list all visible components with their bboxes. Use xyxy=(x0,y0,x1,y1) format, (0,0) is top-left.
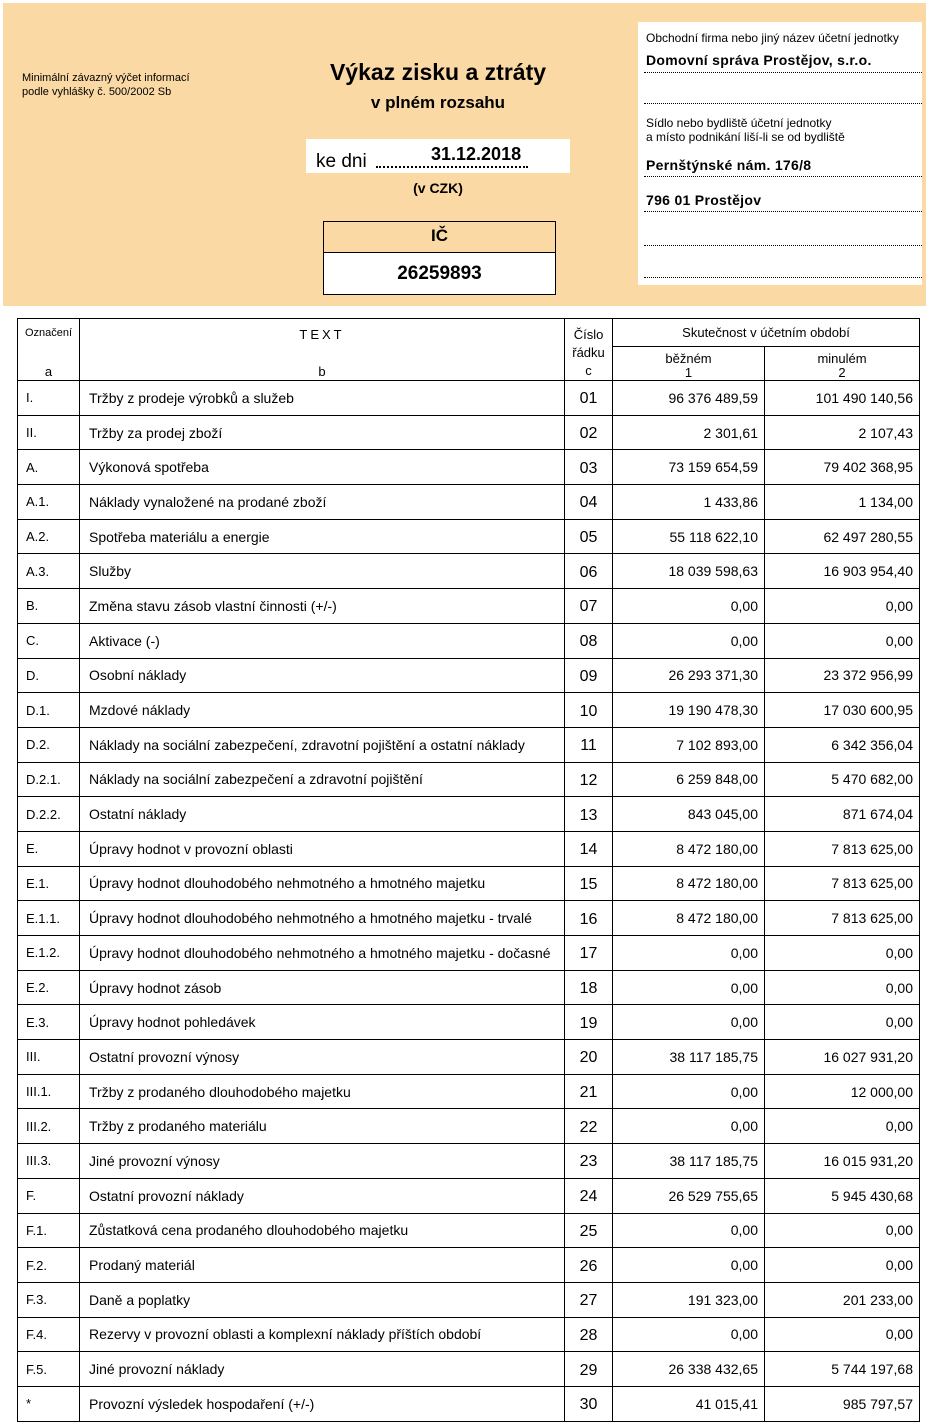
row-current-value: 0,00 xyxy=(613,1109,765,1144)
row-line-number: 30 xyxy=(565,1386,613,1421)
table-row xyxy=(18,693,920,728)
row-line-number: 07 xyxy=(565,589,613,624)
company-name: Domovní správa Prostějov, s.r.o. xyxy=(646,52,872,68)
row-line-number: 24 xyxy=(565,1178,613,1213)
row-current-value: 2 301,61 xyxy=(613,415,765,450)
row-line-number: 19 xyxy=(565,1005,613,1040)
row-current-value: 6 259 848,00 xyxy=(613,762,765,797)
row-previous-value: 5 945 430,68 xyxy=(765,1178,920,1213)
date-value: 31.12.2018 xyxy=(431,144,522,164)
row-current-value: 843 045,00 xyxy=(613,797,765,832)
row-line-number: 01 xyxy=(565,381,613,416)
row-line-number: 23 xyxy=(565,1144,613,1179)
row-line-number: 15 xyxy=(565,866,613,901)
row-current-value: 26 293 371,30 xyxy=(613,658,765,693)
row-text: Tržby z prodaného dlouhodobého majetku xyxy=(80,1074,565,1109)
row-current-value: 0,00 xyxy=(613,1248,765,1283)
row-current-value: 55 118 622,10 xyxy=(613,519,765,554)
table-row xyxy=(18,1317,920,1352)
row-code: D.2.2. xyxy=(18,797,80,832)
dotted-line xyxy=(644,103,922,104)
row-line-number: 03 xyxy=(565,450,613,485)
row-text: Náklady na sociální zabezpečení a zdravotní pojištění xyxy=(80,762,565,797)
header-designation xyxy=(18,319,80,381)
table-row xyxy=(18,1040,920,1075)
table-row xyxy=(18,1213,920,1248)
ic-value: 26259893 xyxy=(324,253,555,294)
row-line-number: 29 xyxy=(565,1352,613,1387)
row-previous-value: 0,00 xyxy=(765,1248,920,1283)
row-text: Tržby za prodej zboží xyxy=(80,415,565,450)
company-box xyxy=(638,22,922,285)
row-text: Aktivace (-) xyxy=(80,623,565,658)
row-line-number: 13 xyxy=(565,797,613,832)
row-current-value: 1 433,86 xyxy=(613,485,765,520)
row-line-number: 16 xyxy=(565,901,613,936)
row-current-value: 38 117 185,75 xyxy=(613,1040,765,1075)
dotted-line xyxy=(644,245,922,246)
dotted-line xyxy=(644,72,922,73)
row-current-value: 0,00 xyxy=(613,1005,765,1040)
header-text-letter: b xyxy=(318,364,326,379)
row-current-value: 19 190 478,30 xyxy=(613,693,765,728)
address-caption-line2: a místo podnikání liší-li se od bydliště xyxy=(646,130,845,144)
row-code: III.2. xyxy=(18,1109,80,1144)
row-line-number: 09 xyxy=(565,658,613,693)
row-text: Ostatní provozní výnosy xyxy=(80,1040,565,1075)
table-row xyxy=(18,623,920,658)
row-text: Úpravy hodnot pohledávek xyxy=(80,1005,565,1040)
row-line-number: 22 xyxy=(565,1109,613,1144)
row-code: B. xyxy=(18,589,80,624)
table-row xyxy=(18,1109,920,1144)
header-designation-letter: a xyxy=(44,364,53,379)
row-previous-value: 16 027 931,20 xyxy=(765,1040,920,1075)
row-line-number: 11 xyxy=(565,727,613,762)
header-row-number-line1: Číslo xyxy=(573,327,604,342)
header-current-label: běžném xyxy=(665,351,712,366)
row-previous-value: 79 402 368,95 xyxy=(765,450,920,485)
row-code: E.1.2. xyxy=(18,936,80,971)
date-box xyxy=(306,139,570,173)
date-label: ke dni xyxy=(316,151,367,172)
row-previous-value: 12 000,00 xyxy=(765,1074,920,1109)
row-line-number: 21 xyxy=(565,1074,613,1109)
row-code: III.3. xyxy=(18,1144,80,1179)
dotted-line xyxy=(644,277,922,278)
row-previous-value: 2 107,43 xyxy=(765,415,920,450)
table-row xyxy=(18,1248,920,1283)
row-current-value: 0,00 xyxy=(613,1074,765,1109)
row-line-number: 10 xyxy=(565,693,613,728)
row-previous-value: 1 134,00 xyxy=(765,485,920,520)
table-row xyxy=(18,415,920,450)
row-previous-value: 5 470 682,00 xyxy=(765,762,920,797)
row-code: II. xyxy=(18,415,80,450)
table-row xyxy=(18,936,920,971)
row-text: Mzdové náklady xyxy=(80,693,565,728)
row-code: III. xyxy=(18,1040,80,1075)
legal-note-line2: podle vyhlášky č. 500/2002 Sb xyxy=(22,86,172,98)
header-previous-label: minulém xyxy=(817,351,867,366)
row-text: Úpravy hodnot dlouhodobého nehmotného a hmotného majetku xyxy=(80,866,565,901)
table-row xyxy=(18,901,920,936)
row-previous-value: 0,00 xyxy=(765,1005,920,1040)
row-previous-value: 985 797,57 xyxy=(765,1386,920,1421)
row-current-value: 0,00 xyxy=(613,589,765,624)
row-line-number: 02 xyxy=(565,415,613,450)
company-street: Pernštýnské nám. 176/8 xyxy=(646,157,812,173)
row-line-number: 28 xyxy=(565,1317,613,1352)
row-text: Služby xyxy=(80,554,565,589)
row-text: Náklady na sociální zabezpečení, zdravotní pojištění a ostatní náklady xyxy=(80,727,565,762)
row-text: Jiné provozní výnosy xyxy=(80,1144,565,1179)
row-text: Spotřeba materiálu a energie xyxy=(80,519,565,554)
table-row xyxy=(18,1144,920,1179)
currency-label: (v CZK) xyxy=(413,180,463,196)
row-current-value: 41 015,41 xyxy=(613,1386,765,1421)
row-current-value: 18 039 598,63 xyxy=(613,554,765,589)
dotted-line xyxy=(644,176,922,177)
row-text: Tržby z prodaného materiálu xyxy=(80,1109,565,1144)
row-line-number: 08 xyxy=(565,623,613,658)
table-row xyxy=(18,762,920,797)
header-text-label: TEXT xyxy=(299,327,345,342)
company-name-caption: Obchodní firma nebo jiný název účetní jednotky xyxy=(646,31,899,45)
row-current-value: 8 472 180,00 xyxy=(613,866,765,901)
row-line-number: 20 xyxy=(565,1040,613,1075)
header-current-period xyxy=(613,347,765,381)
row-current-value: 96 376 489,59 xyxy=(613,381,765,416)
row-code: F.5. xyxy=(18,1352,80,1387)
row-code: F.3. xyxy=(18,1282,80,1317)
table-row xyxy=(18,485,920,520)
row-text: Provozní výsledek hospodaření (+/-) xyxy=(80,1386,565,1421)
row-current-value: 26 338 432,65 xyxy=(613,1352,765,1387)
row-code: C. xyxy=(18,623,80,658)
row-previous-value: 0,00 xyxy=(765,1109,920,1144)
row-previous-value: 871 674,04 xyxy=(765,797,920,832)
header-row-number-letter: c xyxy=(585,363,592,378)
row-line-number: 14 xyxy=(565,831,613,866)
ic-label: IČ xyxy=(324,222,555,253)
row-code: A.1. xyxy=(18,485,80,520)
header-text xyxy=(80,319,565,381)
row-previous-value: 0,00 xyxy=(765,623,920,658)
row-current-value: 0,00 xyxy=(613,1213,765,1248)
table-row xyxy=(18,1074,920,1109)
table-row xyxy=(18,589,920,624)
table-row xyxy=(18,554,920,589)
table-row xyxy=(18,727,920,762)
header-actual-period: Skutečnost v účetním období xyxy=(613,319,920,347)
header-previous-period xyxy=(765,347,920,381)
row-previous-value: 62 497 280,55 xyxy=(765,519,920,554)
table-row xyxy=(18,1282,920,1317)
row-line-number: 06 xyxy=(565,554,613,589)
row-line-number: 05 xyxy=(565,519,613,554)
header-row-number xyxy=(565,319,613,381)
row-line-number: 04 xyxy=(565,485,613,520)
header-current-number: 1 xyxy=(684,365,693,380)
header-previous-number: 2 xyxy=(838,365,846,380)
row-line-number: 25 xyxy=(565,1213,613,1248)
row-previous-value: 17 030 600,95 xyxy=(765,693,920,728)
report-title: Výkaz zisku a ztráty xyxy=(329,59,547,85)
row-previous-value: 16 015 931,20 xyxy=(765,1144,920,1179)
table-row xyxy=(18,831,920,866)
row-current-value: 8 472 180,00 xyxy=(613,901,765,936)
date-dotted-line xyxy=(376,166,528,168)
header-designation-label: Označení xyxy=(25,327,73,339)
row-text: Prodaný materiál xyxy=(80,1248,565,1283)
row-code: F. xyxy=(18,1178,80,1213)
row-code: D.2. xyxy=(18,727,80,762)
row-line-number: 27 xyxy=(565,1282,613,1317)
row-code: E.1. xyxy=(18,866,80,901)
row-code: D. xyxy=(18,658,80,693)
row-line-number: 26 xyxy=(565,1248,613,1283)
row-current-value: 0,00 xyxy=(613,970,765,1005)
table-row xyxy=(18,797,920,832)
row-previous-value: 0,00 xyxy=(765,1213,920,1248)
row-text: Změna stavu zásob vlastní činnosti (+/-) xyxy=(80,589,565,624)
row-text: Ostatní náklady xyxy=(80,797,565,832)
table-row xyxy=(18,381,920,416)
legal-note-line1: Minimální závazný výčet informací xyxy=(22,72,190,84)
row-previous-value: 0,00 xyxy=(765,936,920,971)
row-code: * xyxy=(18,1386,80,1421)
row-previous-value: 7 813 625,00 xyxy=(765,866,920,901)
report-header xyxy=(3,3,926,306)
row-code: E.1.1. xyxy=(18,901,80,936)
row-code: F.4. xyxy=(18,1317,80,1352)
table-row xyxy=(18,519,920,554)
row-text: Jiné provozní náklady xyxy=(80,1352,565,1387)
row-code: F.2. xyxy=(18,1248,80,1283)
row-previous-value: 101 490 140,56 xyxy=(765,381,920,416)
row-text: Rezervy v provozní oblasti a komplexní náklady příštích období xyxy=(80,1317,565,1352)
row-previous-value: 201 233,00 xyxy=(765,1282,920,1317)
row-code: E. xyxy=(18,831,80,866)
row-text: Úpravy hodnot dlouhodobého nehmotného a hmotného majetku - dočasné xyxy=(80,936,565,971)
legal-note xyxy=(22,71,190,99)
income-statement-table xyxy=(17,318,920,1422)
row-text: Úpravy hodnot v provozní oblasti xyxy=(80,831,565,866)
row-previous-value: 6 342 356,04 xyxy=(765,727,920,762)
table-body xyxy=(18,381,920,1422)
ic-box xyxy=(323,221,556,295)
row-current-value: 7 102 893,00 xyxy=(613,727,765,762)
table-row xyxy=(18,450,920,485)
row-code: D.2.1. xyxy=(18,762,80,797)
dotted-line xyxy=(644,211,922,212)
company-city: 796 01 Prostějov xyxy=(646,192,762,208)
row-code: A.3. xyxy=(18,554,80,589)
row-current-value: 73 159 654,59 xyxy=(613,450,765,485)
row-previous-value: 5 744 197,68 xyxy=(765,1352,920,1387)
row-previous-value: 7 813 625,00 xyxy=(765,901,920,936)
row-previous-value: 0,00 xyxy=(765,589,920,624)
row-previous-value: 23 372 956,99 xyxy=(765,658,920,693)
row-previous-value: 0,00 xyxy=(765,1317,920,1352)
row-code: A.2. xyxy=(18,519,80,554)
row-text: Zůstatková cena prodaného dlouhodobého majetku xyxy=(80,1213,565,1248)
row-line-number: 12 xyxy=(565,762,613,797)
row-code: A. xyxy=(18,450,80,485)
row-text: Náklady vynaložené na prodané zboží xyxy=(80,485,565,520)
table-row xyxy=(18,1352,920,1387)
row-text: Osobní náklady xyxy=(80,658,565,693)
row-current-value: 26 529 755,65 xyxy=(613,1178,765,1213)
row-code: E.2. xyxy=(18,970,80,1005)
row-previous-value: 7 813 625,00 xyxy=(765,831,920,866)
row-current-value: 0,00 xyxy=(613,936,765,971)
address-caption-line1: Sídlo nebo bydliště účetní jednotky xyxy=(646,116,832,130)
row-current-value: 8 472 180,00 xyxy=(613,831,765,866)
row-current-value: 191 323,00 xyxy=(613,1282,765,1317)
row-code: F.1. xyxy=(18,1213,80,1248)
table-row xyxy=(18,658,920,693)
row-line-number: 18 xyxy=(565,970,613,1005)
table-row xyxy=(18,1178,920,1213)
row-previous-value: 0,00 xyxy=(765,970,920,1005)
table-row xyxy=(18,866,920,901)
row-text: Úpravy hodnot zásob xyxy=(80,970,565,1005)
table-row xyxy=(18,1005,920,1040)
table-row xyxy=(18,970,920,1005)
row-code: I. xyxy=(18,381,80,416)
row-current-value: 38 117 185,75 xyxy=(613,1144,765,1179)
row-text: Úpravy hodnot dlouhodobého nehmotného a hmotného majetku - trvalé xyxy=(80,901,565,936)
row-code: E.3. xyxy=(18,1005,80,1040)
row-previous-value: 16 903 954,40 xyxy=(765,554,920,589)
row-text: Výkonová spotřeba xyxy=(80,450,565,485)
row-text: Daně a poplatky xyxy=(80,1282,565,1317)
row-line-number: 17 xyxy=(565,936,613,971)
row-text: Tržby z prodeje výrobků a služeb xyxy=(80,381,565,416)
header-row-number-line2: řádku xyxy=(572,345,605,360)
row-current-value: 0,00 xyxy=(613,1317,765,1352)
row-text: Ostatní provozní náklady xyxy=(80,1178,565,1213)
row-code: D.1. xyxy=(18,693,80,728)
report-subtitle: v plném rozsahu xyxy=(370,93,506,112)
table-row xyxy=(18,1386,920,1421)
row-code: III.1. xyxy=(18,1074,80,1109)
row-current-value: 0,00 xyxy=(613,623,765,658)
